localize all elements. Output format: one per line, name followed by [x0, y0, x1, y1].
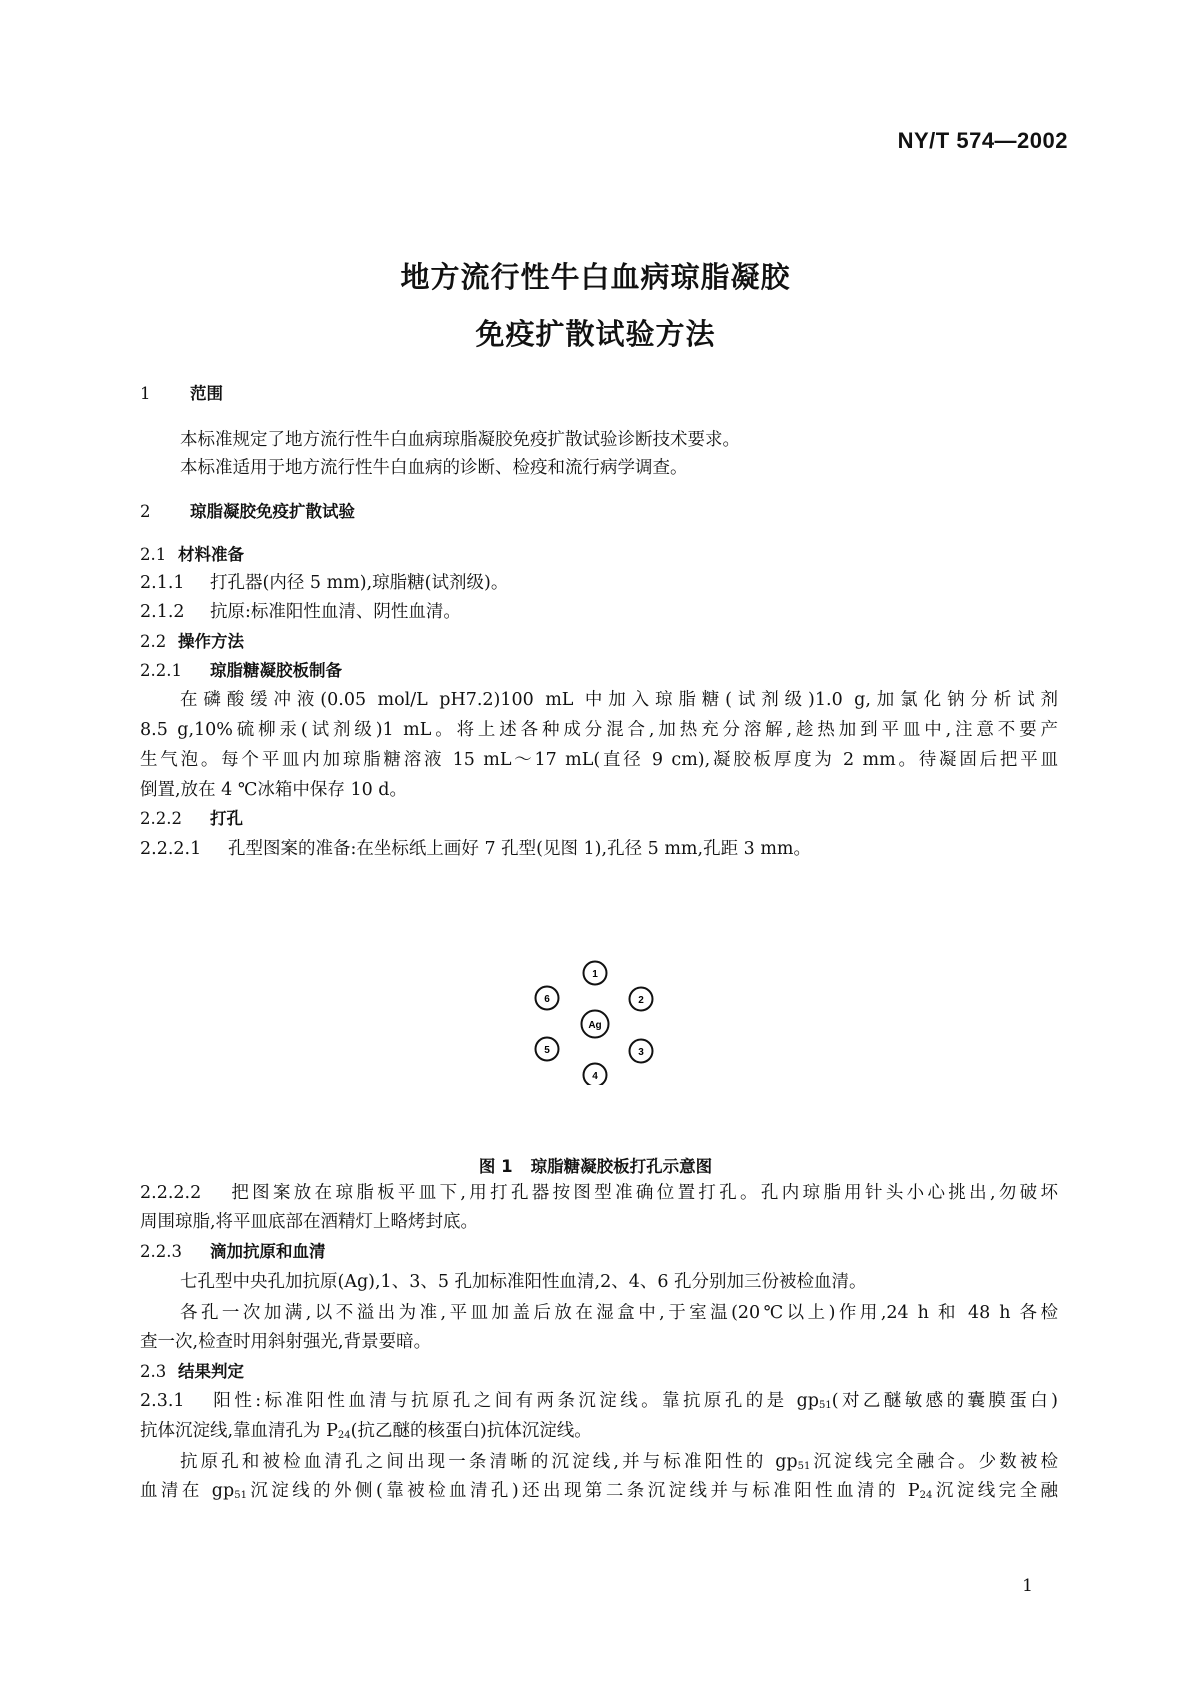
well-label: 4 — [592, 1071, 598, 1082]
section-number: 2.2 — [140, 632, 167, 651]
well-6 — [536, 987, 559, 1010]
clause-2-2-2-2 — [140, 1181, 1058, 1205]
section-2-2-2-heading — [140, 807, 1058, 831]
paragraph-text: 沉淀线完全融 — [932, 1481, 1059, 1501]
well-5 — [536, 1038, 559, 1061]
well-pattern-diagram — [525, 960, 665, 1085]
page-number: 1 — [1022, 1576, 1033, 1596]
clause-2-3-1 — [140, 1389, 1058, 1418]
standard-code: NY/T 574—2002 — [897, 128, 1068, 153]
well-3 — [630, 1040, 653, 1063]
section-number: 2 — [140, 502, 151, 521]
paragraph-text: 沉淀线的外侧(靠被检血清孔)还出现第二条沉淀线并与标准阳性血清的 P — [246, 1481, 920, 1501]
section-number: 1 — [140, 384, 151, 403]
clause-2-2-2-1 — [140, 837, 1058, 861]
clause-text: 把图案放在琼脂板平皿下,用打孔器按图型准确位置打孔。孔内琼脂用针头小心挑出,勿破坏 — [228, 1183, 1058, 1203]
well-1 — [584, 962, 607, 985]
clause-text: 抗原:标准阳性血清、阴性血清。 — [210, 602, 461, 622]
paragraph-line: 七孔型中央孔加抗原(Ag),1、3、5 孔加标准阳性血清,2、4、6 孔分别加三份被检血清。 — [180, 1272, 867, 1292]
paragraph-line: 在磷酸缓冲液(0.05 mol/L pH7.2)100 mL 中加入琼脂糖(试剂级)1.0 g,加氯化钠分析试剂 — [180, 690, 1058, 710]
section-title: 打孔 — [210, 809, 243, 828]
paragraph-line: 倒置,放在 4 ℃冰箱中保存 10 d。 — [140, 780, 407, 800]
well-label: 2 — [638, 995, 644, 1006]
clause-number: 2.3.1 — [140, 1391, 185, 1411]
clause-2-1-2 — [140, 600, 1058, 624]
figure-caption-text: 琼脂糖凝胶板打孔示意图 — [530, 1157, 713, 1176]
section-1-paragraph-1: 本标准规定了地方流行性牛白血病琼脂凝胶免疫扩散试验诊断技术要求。 — [180, 430, 740, 450]
subscript: 24 — [337, 1430, 351, 1441]
clause-2-1-1 — [140, 571, 1058, 595]
well-center-ag — [582, 1011, 609, 1038]
paragraph-line — [140, 1479, 1058, 1508]
paragraph-text: 抗体沉淀线,靠血清孔为 P — [140, 1421, 338, 1441]
paragraph-line: 各孔一次加满,以不溢出为准,平皿加盖后放在湿盒中,于室温(20℃以上)作用,24 h 和 48 h 各检 — [180, 1303, 1058, 1323]
clause-text: 阳性:标准阳性血清与抗原孔之间有两条沉淀线。靠抗原孔的是 gp — [210, 1391, 819, 1411]
section-title: 滴加抗原和血清 — [210, 1242, 326, 1261]
section-number: 2.2.1 — [140, 661, 182, 680]
well-4 — [584, 1064, 607, 1086]
paragraph-text: 血清在 gp — [140, 1481, 235, 1501]
subscript: 51 — [797, 1461, 811, 1472]
well-label: 3 — [638, 1047, 644, 1058]
subscript: 51 — [234, 1490, 247, 1501]
section-2-heading — [140, 500, 1058, 524]
clause-number: 2.1.1 — [140, 573, 185, 593]
section-title: 材料准备 — [178, 545, 244, 564]
clause-number: 2.2.2.2 — [140, 1183, 202, 1203]
document-title-line-2: 免疫扩散试验方法 — [475, 317, 716, 351]
well-label: 5 — [544, 1045, 550, 1056]
section-title: 琼脂凝胶免疫扩散试验 — [190, 502, 355, 521]
paragraph-line: 8.5 g,10%硫柳汞(试剂级)1 mL。将上述各种成分混合,加热充分溶解,趁热加到平皿中,注意不要产 — [140, 720, 1058, 740]
section-number: 2.1 — [140, 545, 167, 564]
figure-caption — [0, 1153, 1191, 1177]
section-number: 2.2.3 — [140, 1242, 182, 1261]
well-2 — [630, 988, 653, 1011]
section-title: 琼脂糖凝胶板制备 — [210, 661, 342, 680]
clause-number: 2.2.2.1 — [140, 839, 202, 859]
paragraph-text: (抗乙醚的核蛋白)抗体沉淀线。 — [350, 1421, 592, 1441]
well-label: 6 — [544, 994, 550, 1005]
section-title: 范围 — [190, 384, 223, 403]
paragraph-line: 周围琼脂,将平皿底部在酒精灯上略烤封底。 — [140, 1212, 479, 1232]
figure-number: 图 1 — [478, 1157, 513, 1176]
section-title: 操作方法 — [178, 632, 244, 651]
section-2-2-3-heading — [140, 1240, 1058, 1264]
subscript: 24 — [919, 1490, 933, 1501]
paragraph-line: 查一次,检查时用斜射强光,背景要暗。 — [140, 1332, 432, 1352]
section-2-2-heading — [140, 630, 1058, 654]
subscript: 51 — [818, 1400, 832, 1411]
clause-text: 打孔器(内径 5 mm),琼脂糖(试剂级)。 — [210, 573, 509, 593]
section-number: 2.3 — [140, 1362, 167, 1381]
paragraph-line — [180, 1450, 1058, 1479]
paragraph-text: 沉淀线完全融合。少数被检 — [810, 1452, 1058, 1472]
well-label: Ag — [588, 1020, 602, 1031]
section-2-2-1-heading — [140, 659, 1058, 683]
section-title: 结果判定 — [178, 1362, 244, 1381]
document-title-line-1: 地方流行性牛白血病琼脂凝胶 — [400, 260, 791, 294]
paragraph-line — [140, 1419, 1058, 1448]
well-label: 1 — [592, 969, 598, 980]
section-1-heading — [140, 382, 1058, 406]
clause-text: 孔型图案的准备:在坐标纸上画好 7 孔型(见图 1),孔径 5 mm,孔距 3 mm。 — [228, 839, 812, 859]
section-1-paragraph-2: 本标准适用于地方流行性牛白血病的诊断、检疫和流行病学调查。 — [180, 458, 688, 478]
section-2-3-heading — [140, 1360, 1058, 1384]
paragraph-text: 抗原孔和被检血清孔之间出现一条清晰的沉淀线,并与标准阳性的 gp — [180, 1452, 798, 1472]
section-number: 2.2.2 — [140, 809, 182, 828]
clause-text: (对乙醚敏感的囊膜蛋白) — [831, 1391, 1058, 1411]
section-2-1-heading — [140, 543, 1058, 567]
clause-number: 2.1.2 — [140, 602, 185, 622]
paragraph-line: 生气泡。每个平皿内加琼脂糖溶液 15 mL～17 mL(直径 9 cm),凝胶板厚度为 2 mm。待凝固后把平皿 — [140, 750, 1058, 770]
